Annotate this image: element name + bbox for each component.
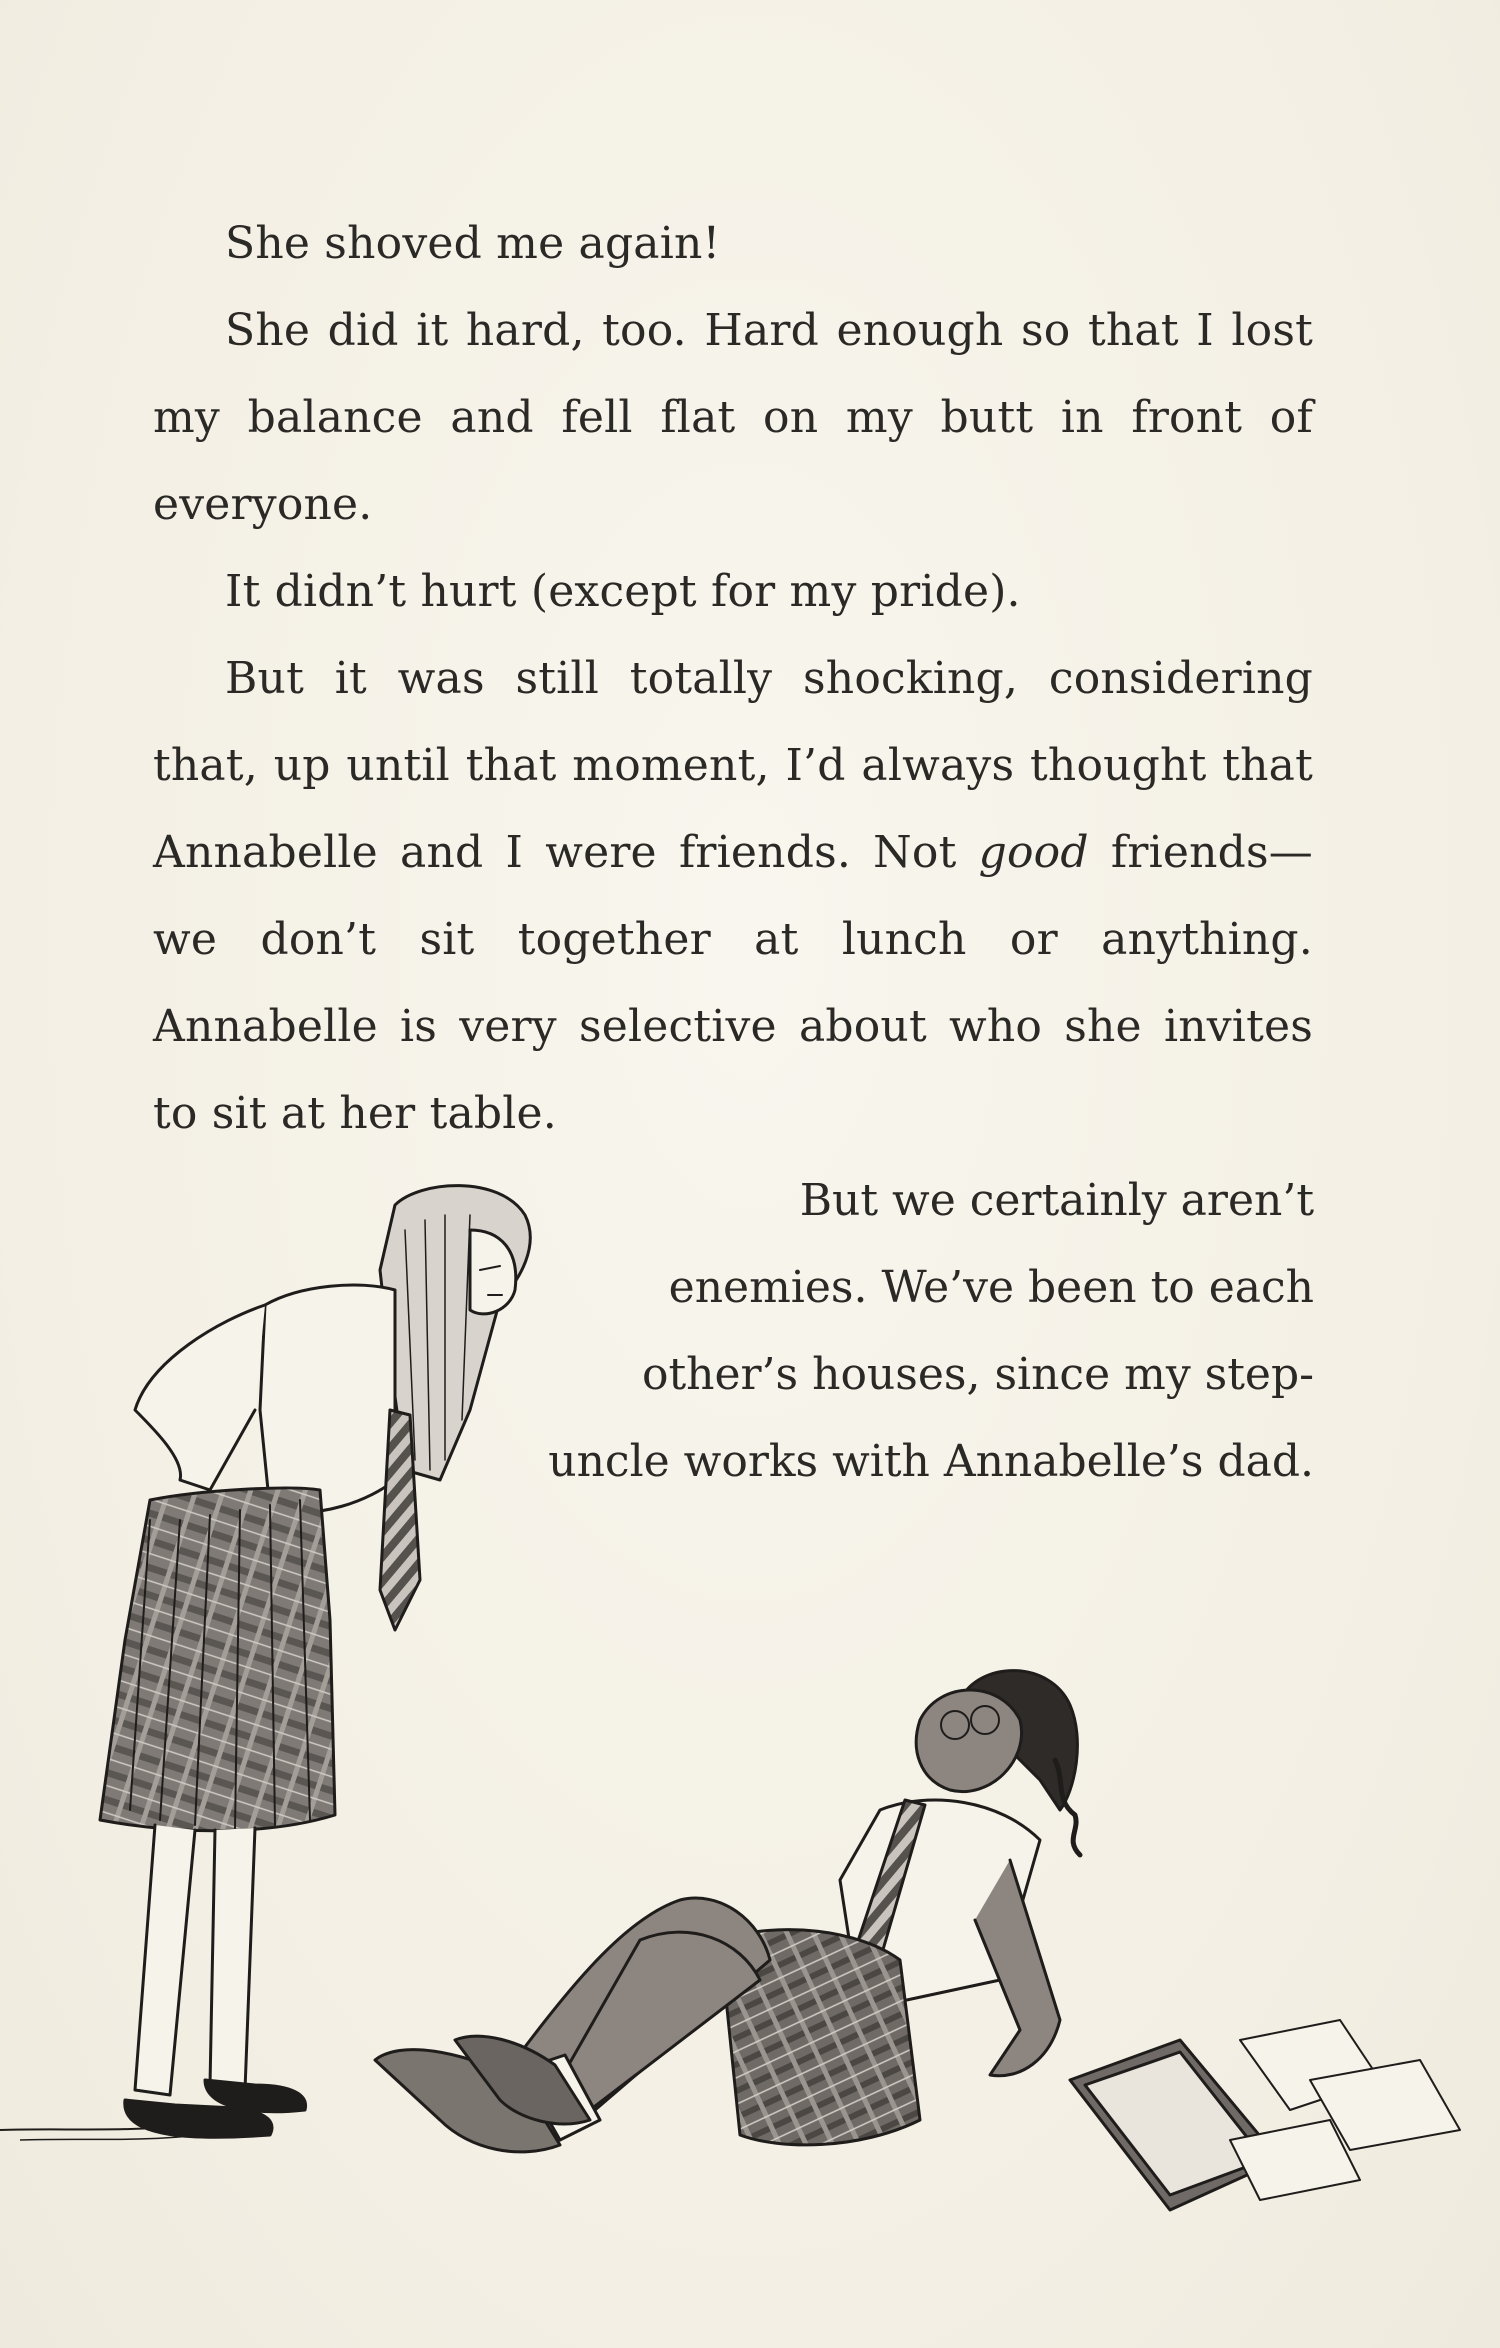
standing-girl bbox=[100, 1186, 530, 2138]
wrapped-line-4: uncle works with Annabelle’s dad. bbox=[548, 1436, 1314, 1487]
body-text bbox=[153, 200, 1313, 1157]
paragraph-2: She did it hard, too. Hard enough so that I lost my balance and fell flat on my butt in front of everyone. bbox=[153, 305, 1313, 530]
two-schoolgirls-illustration-icon bbox=[0, 1160, 1500, 2348]
paragraph-4-start: But it was still totally shocking, considering that, up until that moment, I’d always thought that Annabelle and I were friends. Not bbox=[153, 653, 1313, 878]
paragraph-4-end: friends—we don’t sit together at lunch or anything. Annabelle is very selective about who she invites to sit at her table. bbox=[153, 827, 1314, 1139]
paragraph-4 bbox=[153, 635, 1313, 1157]
paragraph-1: She shoved me again! bbox=[225, 218, 721, 269]
italic-good: good bbox=[978, 827, 1089, 878]
wrapped-line-1: But we certainly aren’t bbox=[799, 1175, 1314, 1226]
sitting-girl bbox=[375, 1671, 1460, 2210]
wrapped-line-3: other’s houses, since my step- bbox=[641, 1349, 1314, 1400]
wrapped-line-2: enemies. We’ve been to each bbox=[668, 1262, 1314, 1313]
paragraph-3: It didn’t hurt (except for my pride). bbox=[225, 566, 1021, 617]
